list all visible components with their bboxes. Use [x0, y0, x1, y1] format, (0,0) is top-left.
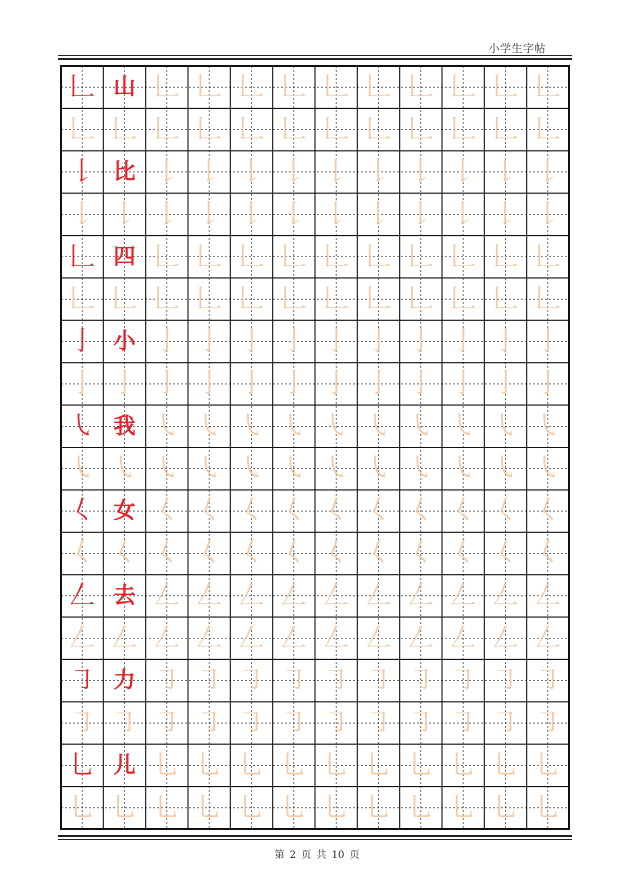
trace-stroke: 𠃋: [196, 580, 223, 611]
trace-stroke: 𠃊: [323, 241, 350, 272]
trace-stroke: 𡿨: [492, 538, 519, 569]
trace-stroke: 乚: [153, 750, 180, 781]
trace-stroke: 𠃋: [407, 580, 434, 611]
trace-stroke: 𠃋: [492, 623, 519, 654]
trace-stroke: 𠃊: [450, 241, 477, 272]
trace-stroke: 𠃊: [365, 241, 392, 272]
trace-stroke: ㇆: [365, 708, 392, 739]
trace-stroke: 𠃊: [365, 284, 392, 315]
trace-stroke: ㇂: [365, 453, 392, 484]
trace-stroke: 𠃊: [153, 114, 180, 145]
trace-stroke: 𠃊: [238, 284, 265, 315]
trace-stroke: ㇂: [69, 453, 96, 484]
trace-stroke: ㇆: [280, 708, 307, 739]
trace-stroke: 𠄌: [407, 156, 434, 187]
trace-stroke: ㇂: [153, 453, 180, 484]
trace-stroke: ㇆: [69, 708, 96, 739]
trace-stroke: 亅: [323, 326, 350, 357]
trace-stroke: ㇂: [196, 453, 223, 484]
trace-stroke: 𠃊: [111, 114, 138, 145]
trace-stroke: ㇆: [450, 665, 477, 696]
trace-stroke: 𠃊: [323, 284, 350, 315]
trace-stroke: 𠃋: [69, 623, 96, 654]
trace-stroke: 𠃋: [365, 580, 392, 611]
trace-stroke: ㇂: [534, 411, 561, 442]
trace-stroke: ㇂: [280, 453, 307, 484]
trace-stroke: 𠃊: [407, 72, 434, 103]
trace-stroke: 𠃋: [111, 623, 138, 654]
trace-stroke: 亅: [280, 368, 307, 399]
example-character: 我: [113, 413, 136, 440]
trace-stroke: 乚: [365, 792, 392, 823]
trace-stroke: 𡿨: [407, 538, 434, 569]
trace-stroke: 𠄌: [365, 156, 392, 187]
trace-stroke: 乚: [111, 792, 138, 823]
trace-stroke: 𠄌: [323, 199, 350, 230]
trace-stroke: 乚: [153, 792, 180, 823]
trace-stroke: 𠄌: [280, 199, 307, 230]
trace-stroke: 𠃊: [450, 114, 477, 145]
stroke-model: 𠃊: [69, 72, 96, 103]
trace-stroke: 𠃋: [450, 623, 477, 654]
trace-stroke: 亅: [534, 326, 561, 357]
trace-stroke: 𠃋: [407, 623, 434, 654]
trace-stroke: ㇆: [238, 708, 265, 739]
trace-stroke: 𠄌: [280, 156, 307, 187]
trace-stroke: 𡿨: [365, 538, 392, 569]
trace-stroke: ㇆: [238, 665, 265, 696]
trace-stroke: 𠄌: [407, 199, 434, 230]
trace-stroke: ㇂: [196, 411, 223, 442]
trace-stroke: 𠃊: [365, 72, 392, 103]
trace-stroke: 𠃊: [323, 114, 350, 145]
trace-stroke: 亅: [492, 326, 519, 357]
trace-stroke: 亅: [492, 368, 519, 399]
trace-stroke: 𠃋: [323, 623, 350, 654]
trace-stroke: 亅: [153, 326, 180, 357]
trace-stroke: 𠄌: [69, 199, 96, 230]
trace-stroke: 亅: [534, 368, 561, 399]
trace-stroke: ㇂: [153, 411, 180, 442]
trace-stroke: 𠃊: [280, 284, 307, 315]
trace-stroke: 乚: [450, 792, 477, 823]
trace-stroke: 𠃊: [407, 241, 434, 272]
trace-stroke: ㇂: [492, 453, 519, 484]
trace-stroke: 亅: [153, 368, 180, 399]
trace-stroke: 𠄌: [323, 156, 350, 187]
trace-stroke: ㇂: [238, 453, 265, 484]
trace-stroke: ㇂: [407, 411, 434, 442]
trace-stroke: 𠃊: [196, 241, 223, 272]
trace-stroke: 亅: [365, 326, 392, 357]
trace-stroke: 𠃋: [280, 623, 307, 654]
trace-stroke: 乚: [365, 750, 392, 781]
example-character: 力: [113, 667, 136, 694]
trace-stroke: 𠄌: [238, 156, 265, 187]
stroke-model: ㇂: [69, 411, 96, 442]
stroke-model: ㇆: [69, 665, 96, 696]
trace-stroke: 乚: [323, 792, 350, 823]
trace-stroke: 𡿨: [111, 538, 138, 569]
trace-stroke: 𡿨: [450, 496, 477, 527]
trace-stroke: 𠃊: [492, 241, 519, 272]
trace-stroke: 𡿨: [323, 538, 350, 569]
trace-stroke: ㇂: [450, 411, 477, 442]
trace-stroke: ㇂: [111, 453, 138, 484]
header-title: 小学生字帖: [488, 42, 546, 55]
trace-stroke: 乚: [534, 792, 561, 823]
trace-stroke: ㇆: [492, 665, 519, 696]
trace-stroke: 𠃊: [534, 114, 561, 145]
trace-stroke: 𠄌: [153, 156, 180, 187]
trace-stroke: 𠃊: [492, 72, 519, 103]
trace-stroke: 𠄌: [492, 199, 519, 230]
trace-stroke: ㇆: [534, 665, 561, 696]
trace-stroke: 亅: [407, 368, 434, 399]
trace-stroke: 乚: [492, 792, 519, 823]
trace-stroke: 𠃊: [365, 114, 392, 145]
trace-stroke: 𠃊: [280, 114, 307, 145]
trace-stroke: 亅: [450, 326, 477, 357]
trace-stroke: ㇂: [534, 453, 561, 484]
trace-stroke: 𠃋: [492, 580, 519, 611]
trace-stroke: ㇂: [492, 411, 519, 442]
trace-stroke: 𡿨: [196, 496, 223, 527]
trace-stroke: ㇂: [323, 453, 350, 484]
trace-stroke: 亅: [196, 368, 223, 399]
trace-stroke: 𠃊: [69, 284, 96, 315]
trace-stroke: 亅: [111, 368, 138, 399]
trace-stroke: ㇂: [238, 411, 265, 442]
stroke-model: 亅: [69, 326, 96, 357]
trace-stroke: 𠃊: [153, 72, 180, 103]
stroke-model: 𡿨: [69, 496, 96, 527]
trace-stroke: 𡿨: [407, 496, 434, 527]
trace-stroke: 𠃋: [196, 623, 223, 654]
trace-stroke: 乚: [69, 792, 96, 823]
trace-stroke: 𠃊: [534, 72, 561, 103]
trace-stroke: 𠃊: [280, 72, 307, 103]
trace-stroke: 𡿨: [534, 496, 561, 527]
trace-stroke: 𠄌: [196, 156, 223, 187]
trace-stroke: ㇆: [365, 665, 392, 696]
trace-stroke: 乚: [407, 792, 434, 823]
example-character: 女: [113, 498, 136, 525]
trace-stroke: 𠃊: [407, 114, 434, 145]
trace-stroke: 乚: [238, 792, 265, 823]
trace-stroke: 𡿨: [534, 538, 561, 569]
trace-stroke: 𠃊: [534, 284, 561, 315]
trace-stroke: 𠃊: [238, 114, 265, 145]
trace-stroke: ㇆: [534, 708, 561, 739]
trace-stroke: 𠄌: [365, 199, 392, 230]
trace-stroke: 亅: [280, 326, 307, 357]
trace-stroke: ㇆: [450, 708, 477, 739]
trace-stroke: 𠄌: [492, 156, 519, 187]
trace-stroke: ㇆: [280, 665, 307, 696]
trace-stroke: 𠃋: [280, 580, 307, 611]
example-character: 四: [113, 243, 136, 270]
trace-stroke: 𠄌: [534, 156, 561, 187]
trace-stroke: ㇆: [111, 708, 138, 739]
trace-stroke: 亅: [323, 368, 350, 399]
trace-stroke: 亅: [238, 368, 265, 399]
trace-stroke: 𡿨: [280, 496, 307, 527]
trace-stroke: 𡿨: [450, 538, 477, 569]
trace-stroke: ㇂: [450, 453, 477, 484]
trace-stroke: 乚: [534, 750, 561, 781]
trace-stroke: ㇂: [280, 411, 307, 442]
trace-stroke: 𠃊: [280, 241, 307, 272]
trace-stroke: 𠃊: [450, 284, 477, 315]
footer-rule-thick: [58, 835, 572, 837]
trace-stroke: 𠄌: [111, 199, 138, 230]
trace-stroke: 亅: [365, 368, 392, 399]
trace-stroke: ㇆: [196, 665, 223, 696]
trace-stroke: ㇆: [323, 708, 350, 739]
trace-stroke: 𠃊: [153, 284, 180, 315]
trace-stroke: 乚: [196, 750, 223, 781]
example-character: 去: [113, 582, 136, 609]
trace-stroke: 𠄌: [196, 199, 223, 230]
trace-stroke: 𠄌: [450, 156, 477, 187]
stroke-model: 𠄌: [69, 156, 96, 187]
trace-stroke: 𠃊: [534, 241, 561, 272]
trace-stroke: 𡿨: [238, 496, 265, 527]
trace-stroke: 亅: [450, 368, 477, 399]
trace-stroke: 乚: [280, 792, 307, 823]
trace-stroke: ㇂: [323, 411, 350, 442]
trace-stroke: 𡿨: [196, 538, 223, 569]
trace-stroke: 𠃊: [111, 284, 138, 315]
trace-stroke: ㇆: [323, 665, 350, 696]
trace-stroke: 𡿨: [238, 538, 265, 569]
trace-stroke: 乚: [238, 750, 265, 781]
trace-stroke: 𠃊: [492, 284, 519, 315]
trace-stroke: 亅: [238, 326, 265, 357]
trace-stroke: 𠃊: [407, 284, 434, 315]
trace-stroke: 𠃊: [238, 241, 265, 272]
trace-stroke: 𠃋: [153, 623, 180, 654]
trace-stroke: 乚: [492, 750, 519, 781]
trace-stroke: 𠃊: [238, 72, 265, 103]
trace-stroke: 乚: [196, 792, 223, 823]
trace-stroke: 𠃋: [238, 623, 265, 654]
trace-stroke: 𠄌: [238, 199, 265, 230]
trace-stroke: ㇆: [492, 708, 519, 739]
trace-stroke: 𡿨: [153, 496, 180, 527]
trace-stroke: 亅: [196, 326, 223, 357]
trace-stroke: 𡿨: [280, 538, 307, 569]
trace-stroke: 𠃊: [492, 114, 519, 145]
trace-stroke: ㇂: [407, 453, 434, 484]
example-character: 儿: [113, 752, 136, 779]
example-character: 比: [113, 158, 136, 185]
trace-stroke: 𠃋: [238, 580, 265, 611]
trace-stroke: 𠄌: [153, 199, 180, 230]
stroke-model: 𠃊: [69, 241, 96, 272]
trace-stroke: 乚: [323, 750, 350, 781]
trace-stroke: ㇆: [407, 665, 434, 696]
trace-stroke: 乚: [280, 750, 307, 781]
trace-stroke: 𡿨: [153, 538, 180, 569]
example-character: 小: [113, 328, 136, 355]
trace-stroke: 𠄌: [450, 199, 477, 230]
trace-stroke: 𠃊: [196, 284, 223, 315]
trace-stroke: 𠃋: [450, 580, 477, 611]
trace-stroke: 𠃊: [196, 114, 223, 145]
stroke-model: 乚: [69, 750, 96, 781]
trace-stroke: 𠃊: [323, 72, 350, 103]
trace-stroke: 𠄌: [534, 199, 561, 230]
footer-rule: [58, 839, 572, 840]
trace-stroke: 𠃊: [69, 114, 96, 145]
trace-stroke: 亅: [407, 326, 434, 357]
trace-stroke: 𠃊: [450, 72, 477, 103]
trace-stroke: 亅: [69, 368, 96, 399]
trace-stroke: ㇆: [153, 665, 180, 696]
trace-stroke: 𠃋: [153, 580, 180, 611]
trace-stroke: 𠃊: [153, 241, 180, 272]
stroke-model: 𠃋: [69, 580, 96, 611]
trace-stroke: 𠃋: [323, 580, 350, 611]
trace-stroke: ㇆: [407, 708, 434, 739]
trace-stroke: 𡿨: [365, 496, 392, 527]
trace-stroke: 𡿨: [492, 496, 519, 527]
trace-stroke: 乚: [450, 750, 477, 781]
trace-stroke: 𡿨: [323, 496, 350, 527]
trace-stroke: 𠃋: [534, 580, 561, 611]
trace-stroke: 𡿨: [69, 538, 96, 569]
trace-stroke: 乚: [407, 750, 434, 781]
trace-stroke: ㇂: [365, 411, 392, 442]
trace-stroke: ㇆: [196, 708, 223, 739]
trace-stroke: 𠃋: [365, 623, 392, 654]
trace-stroke: 𠃊: [196, 72, 223, 103]
trace-stroke: ㇆: [153, 708, 180, 739]
example-character: 山: [113, 74, 136, 101]
page-number: 第 2 页 共 10 页: [274, 850, 360, 861]
trace-stroke: 𠃋: [534, 623, 561, 654]
